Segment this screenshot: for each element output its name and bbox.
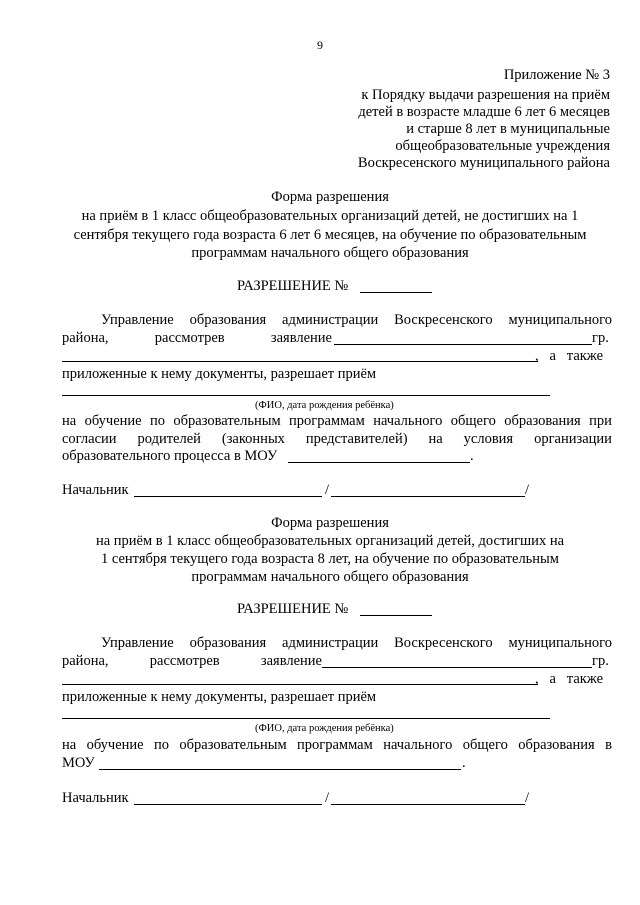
form-title: Форма разрешения — [271, 515, 389, 531]
form-subtitle-line: программам начального общего образования — [191, 245, 469, 261]
form-subtitle-line: сентября текущего года возраста 6 лет 6 месяцев, на обучение по образовательным — [73, 227, 587, 243]
word: обучение — [86, 737, 144, 753]
permit-number-field[interactable] — [360, 292, 432, 293]
paragraph-line — [101, 634, 612, 652]
word: района, — [62, 330, 109, 346]
applicant-name-field-2[interactable] — [62, 361, 538, 362]
paragraph-line — [62, 652, 322, 670]
word: рассмотрев — [149, 653, 220, 669]
chief-label: Начальник — [62, 790, 129, 806]
form-subtitle-line: программам начального общего образования — [191, 569, 469, 585]
slash: / — [325, 790, 330, 806]
docs-text: приложенные к нему документы, разрешает приём — [62, 689, 377, 705]
gr-label: гр. — [592, 330, 609, 346]
also-text: , а также — [535, 348, 604, 364]
word: условия — [463, 431, 514, 447]
word: по — [150, 413, 166, 429]
word: по — [154, 737, 170, 753]
fio-caption: (ФИО, дата рождения ребёнка) — [255, 400, 394, 411]
word: образования — [189, 635, 267, 651]
appendix-line: к Порядку выдачи разрешения на приём — [361, 87, 610, 103]
applicant-name-field[interactable] — [334, 344, 592, 345]
also-text: , а также — [535, 671, 604, 687]
word: начального — [383, 737, 453, 753]
applicant-name-field-2[interactable] — [62, 684, 538, 685]
word: представителей) — [305, 431, 408, 447]
word: на — [62, 737, 77, 753]
child-name-field[interactable] — [62, 718, 550, 719]
word: образовательным — [179, 737, 287, 753]
word: Воскресенского — [394, 635, 493, 651]
word: рассмотрев — [154, 330, 225, 346]
child-name-field[interactable] — [62, 395, 550, 396]
word: района, — [62, 653, 109, 669]
word: общего — [462, 737, 508, 753]
word: заявление — [270, 330, 332, 346]
page-number: 9 — [317, 38, 323, 52]
word: обучение — [84, 413, 142, 429]
word: программам — [289, 413, 365, 429]
appendix-line: Воскресенского муниципального района — [357, 155, 610, 171]
form-subtitle-line: 1 сентября текущего года возраста 8 лет, на обучение по образовательным — [101, 551, 559, 567]
period: . — [462, 755, 466, 771]
paragraph-line — [62, 430, 612, 448]
word: согласии — [62, 431, 117, 447]
permit-number-field[interactable] — [360, 615, 432, 616]
chief-name-field[interactable] — [331, 804, 525, 805]
appendix-line: детей в возрасте младше 6 лет 6 месяцев — [358, 104, 610, 120]
slash: / — [325, 482, 330, 498]
word: на — [428, 431, 443, 447]
word: (законных — [221, 431, 285, 447]
mou-label: МОУ — [62, 755, 95, 771]
paragraph-line — [62, 736, 612, 754]
form-title: Форма разрешения — [271, 189, 389, 205]
word: Воскресенского — [394, 312, 493, 328]
fio-caption: (ФИО, дата рождения ребёнка) — [255, 723, 394, 734]
form-subtitle-line: на приём в 1 класс общеобразовательных организаций детей, не достигших на 1 — [81, 208, 579, 224]
process-text: образовательного процесса в МОУ — [62, 448, 278, 464]
word: в — [605, 737, 612, 753]
word: образования — [504, 413, 581, 429]
form-subtitle-line: на приём в 1 класс общеобразовательных организаций детей, достигших на — [95, 533, 565, 549]
word: муниципального — [508, 312, 612, 328]
chief-name-field[interactable] — [331, 496, 525, 497]
slash: / — [525, 790, 530, 806]
permit-heading: РАЗРЕШЕНИЕ № — [237, 601, 349, 617]
paragraph-line — [62, 329, 332, 347]
word: на — [62, 413, 77, 429]
word: заявление — [260, 653, 322, 669]
appendix-line: общеобразовательные учреждения — [395, 138, 610, 154]
word: программам — [297, 737, 373, 753]
chief-signature-field[interactable] — [134, 804, 322, 805]
word: общего — [450, 413, 496, 429]
applicant-name-field[interactable] — [322, 667, 592, 668]
school-field[interactable] — [99, 769, 461, 770]
word: образования — [189, 312, 267, 328]
docs-text: приложенные к нему документы, разрешает приём — [62, 366, 377, 382]
word: начального — [373, 413, 443, 429]
appendix-line: Приложение № 3 — [503, 67, 610, 83]
appendix-line: и старше 8 лет в муниципальные — [406, 121, 610, 137]
word: организации — [534, 431, 612, 447]
word: администрации — [282, 312, 379, 328]
paragraph-line — [101, 311, 612, 329]
word: при — [589, 413, 612, 429]
word: родителей — [137, 431, 201, 447]
word: муниципального — [508, 635, 612, 651]
word: образовательным — [173, 413, 281, 429]
word: администрации — [282, 635, 379, 651]
gr-label: гр. — [592, 653, 609, 669]
word: образования — [518, 737, 595, 753]
chief-signature-field[interactable] — [134, 496, 322, 497]
word: Управление — [101, 635, 174, 651]
slash: / — [525, 482, 530, 498]
school-field[interactable] — [288, 462, 470, 463]
paragraph-line — [62, 412, 612, 430]
permit-heading: РАЗРЕШЕНИЕ № — [237, 278, 349, 294]
chief-label: Начальник — [62, 482, 129, 498]
word: Управление — [101, 312, 174, 328]
period: . — [470, 448, 474, 464]
